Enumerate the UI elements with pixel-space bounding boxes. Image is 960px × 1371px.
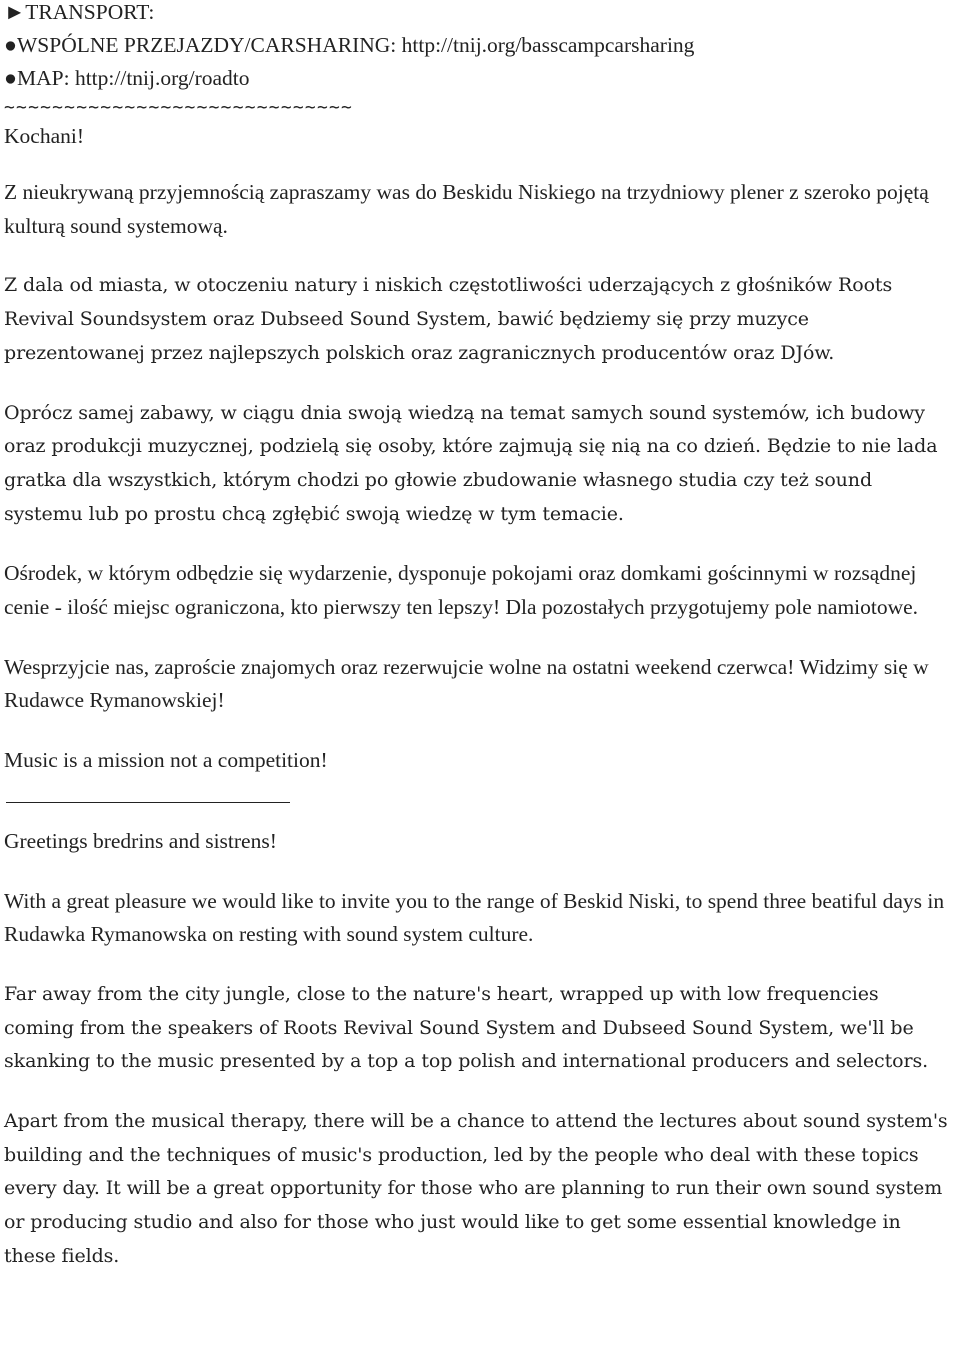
document-body (4, 0, 954, 1274)
carsharing-line (4, 29, 954, 62)
polish-paragraph-location: Z dala od miasta, w otoczeniu natury i niskich częstotliwości uderzających z głośników Roots Revival Soundsystem oraz Dubseed Sound System, bawić będziemy się przy muzyce prezentowanej przez najlepszych polskich oraz zagranicznych producentów oraz DJów. (4, 274, 893, 364)
english-paragraph-lectures: Apart from the musical therapy, there will be a chance to attend the lectures about sound system's building and the techniques of music's production, led by the people who deal with these topics every day. It will be a great opportunity for those who are planning to run their own sound system or producing studio and also for those who just would like to get some essential knowledge in these fields. (4, 1110, 948, 1267)
polish-paragraph-accommodation: Ośrodek, w którym odbędzie się wydarzenie, dysponuje pokojami oraz domkami gościnnymi w rozsądnej cenie - ilość miejsc ograniczona, kto pierwszy ten lepszy! Dla pozostałych przygotujemy pole namiotowe. (4, 561, 919, 620)
english-paragraph-intro: With a great pleasure we would like to invite you to the range of Beskid Niski, to spend three beatiful days in Rudawka Rymanowska on resting with sound system culture. (4, 888, 945, 947)
triangle-bullet-icon: ► (4, 0, 26, 24)
circle-bullet-icon: ● (4, 33, 17, 57)
map-link-text[interactable]: MAP: http://tnij.org/roadto (17, 66, 250, 90)
polish-paragraph-invite: Wesprzyjcie nas, zaproście znajomych oraz rezerwujcie wolne na ostatni weekend czerwca! Widzimy się w Rudawce Rymanowskiej! (4, 654, 929, 713)
polish-motto: Music is a mission not a competition! (4, 748, 328, 773)
section-divider (6, 802, 290, 803)
transport-heading (4, 0, 954, 29)
polish-greeting: Kochani! (4, 124, 84, 148)
circle-bullet-icon: ● (4, 66, 17, 90)
english-greeting: Greetings bredrins and sistrens! (4, 828, 277, 853)
polish-paragraph-lectures: Oprócz samej zabawy, w ciągu dnia swoją wiedzą na temat samych sound systemów, ich budowy oraz produkcji muzycznej, podzielą się osoby, które zajmują się nią na co dzień. Będzie to nie lada gratka dla wszystkich, którym chodzi po głowie zbudowanie własnego studia czy też sound systemu lub po prostu chcą zgłębić swoją wiedzę w tym temacie. (4, 401, 938, 525)
transport-label: TRANSPORT: (25, 0, 155, 24)
english-paragraph-location: Far away from the city jungle, close to the nature's heart, wrapped up with low frequencies coming from the speakers of Roots Revival Sound System and Dubseed Sound System, we'll be skanking to the music presented by a top a top polish and international producers and selectors. (4, 982, 929, 1073)
carsharing-link-text[interactable]: WSPÓLNE PRZEJAZDY/CARSHARING: http://tnij.org/basscampcarsharing (17, 33, 695, 57)
tilde-divider: ~~~~~~~~~~~~~~~~~~~~~~~~~~~~~ (4, 97, 354, 118)
polish-paragraph-intro: Z nieukrywaną przyjemnością zapraszamy was do Beskidu Niskiego na trzydniowy plener z szeroko pojętą kulturą sound systemową. (4, 180, 929, 238)
